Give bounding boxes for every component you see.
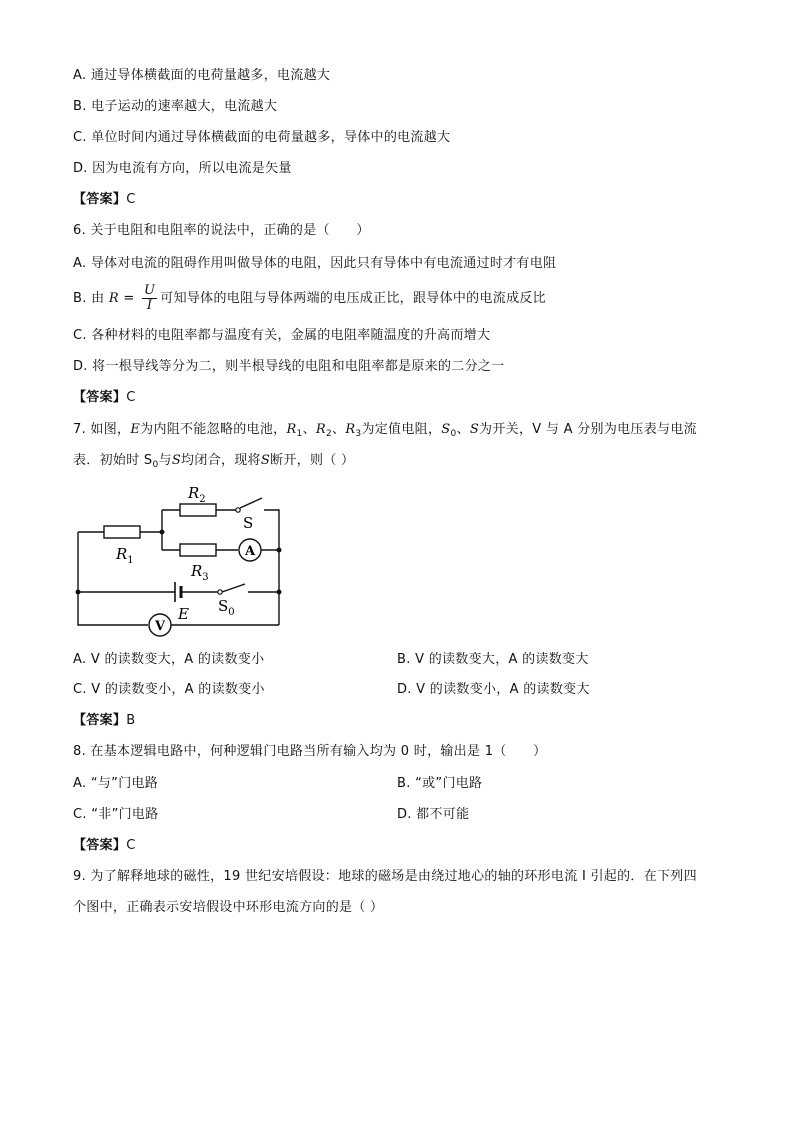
formula-fraction	[142, 284, 157, 313]
sub: 0	[152, 460, 159, 470]
q7-stem-line2	[73, 451, 354, 471]
q7-stem-line1	[73, 420, 697, 440]
circuit-diagram	[70, 480, 290, 645]
ammeter-label: A	[244, 544, 256, 559]
text: 为开关，V 与 A 分别为电压表与电流	[479, 422, 697, 437]
fraction-denominator: I	[146, 298, 153, 313]
switch-s0-contact	[218, 590, 222, 594]
switch-s-contact	[236, 508, 240, 512]
text: 为定值电阻，	[361, 422, 442, 437]
var-r3: R	[345, 422, 356, 437]
wire-switch-right	[264, 510, 279, 550]
var-s: S	[260, 453, 271, 468]
junction-dot	[160, 530, 165, 535]
q7-option-a: A. V 的读数变大，A 的读数变小	[73, 652, 265, 667]
voltmeter-label: V	[154, 619, 166, 634]
q6-option-b-prefix: B. 由	[73, 291, 105, 306]
text: 均闭合，现将	[181, 453, 261, 468]
var-r1: R	[286, 422, 297, 437]
answer-label: 【答案】	[73, 838, 127, 853]
answer-value: C	[126, 838, 136, 853]
label-s: S	[243, 514, 254, 532]
label-e: E	[178, 605, 189, 623]
answer-label: 【答案】	[73, 390, 127, 405]
answer-label: 【答案】	[73, 713, 127, 728]
q7-answer	[73, 711, 135, 731]
fraction-numerator: U	[144, 283, 156, 298]
q7-option-d: D. V 的读数变小，A 的读数变大	[397, 682, 590, 697]
answer-value: C	[126, 390, 136, 405]
junction-dot	[277, 548, 282, 553]
q6-answer	[73, 388, 136, 408]
switch-s-blade	[240, 498, 262, 508]
sub: 2	[325, 429, 333, 439]
answer-value: B	[126, 713, 136, 728]
q8-option-c: C. “非”门电路	[73, 807, 159, 822]
formula-equals: =	[123, 291, 135, 306]
resistor-r1	[104, 526, 140, 538]
text: 断开，则（ ）	[270, 453, 355, 468]
q5-option-d: D. 因为电流有方向，所以电流是矢量	[73, 161, 292, 176]
label-r2: $R_2$	[188, 484, 206, 505]
q5-option-b: B. 电子运动的速率越大，电流越大	[73, 99, 278, 114]
text: 、	[302, 422, 316, 437]
junction-dot	[76, 590, 81, 595]
sub: 0	[450, 429, 457, 439]
var-r2: R	[315, 422, 326, 437]
q6-stem: 6. 关于电阻和电阻率的说法中，正确的是（ ）	[73, 223, 370, 238]
q5-answer	[73, 190, 136, 210]
sub: 1	[296, 429, 303, 439]
label-r1: $R_1$	[116, 545, 134, 566]
q7-option-b: B. V 的读数变大，A 的读数变大	[397, 652, 589, 667]
q8-stem: 8. 在基本逻辑电路中，何种逻辑门电路当所有输入均为 0 时，输出是 1（ ）	[73, 744, 547, 759]
label-r3: $R_3$	[191, 562, 209, 583]
q9-stem-line2: 个图中，正确表示安培假设中环形电流方向的是（ ）	[73, 900, 384, 915]
text: 、	[332, 422, 346, 437]
q8-answer	[73, 836, 136, 856]
var-s0: S	[441, 422, 451, 437]
q8-option-a: A. “与”门电路	[73, 776, 159, 791]
resistor-r3	[180, 544, 216, 556]
q5-option-c: C. 单位时间内通过导体横截面的电荷量越多，导体中的电流越大	[73, 130, 451, 145]
q7-option-c: C. V 的读数变小，A 的读数变小	[73, 682, 265, 697]
formula-r: R	[108, 291, 119, 306]
q8-option-b: B. “或”门电路	[397, 776, 483, 791]
q5-option-a: A. 通过导体横截面的电荷量越多，电流越大	[73, 68, 331, 83]
text: 7. 如图，	[73, 422, 131, 437]
answer-label: 【答案】	[73, 192, 127, 207]
var-s: S	[171, 453, 182, 468]
q6-option-d: D. 将一根导线等分为二，则半根导线的电阻和电阻率都是原来的二分之一	[73, 359, 505, 374]
q6-option-c: C. 各种材料的电阻率都与温度有关，金属的电阻率随温度的升高而增大	[73, 328, 491, 343]
junction-dot	[277, 590, 282, 595]
var-s: S	[469, 422, 480, 437]
q8-option-d: D. 都不可能	[397, 807, 470, 822]
label-s0: $S_0$	[218, 597, 235, 618]
answer-value: C	[126, 192, 136, 207]
q6-option-b-suffix: 可知导体的电阻与导体两端的电压成正比，跟导体中的电流成反比	[160, 291, 546, 306]
resistor-r2	[180, 504, 216, 516]
q9-stem-line1: 9. 为了解释地球的磁性，19 世纪安培假设：地球的磁场是由绕过地心的轴的环形电流 I 引起的．在下列四	[73, 869, 697, 884]
sub: 3	[355, 429, 362, 439]
q6-option-b	[73, 282, 546, 316]
q6-option-a: A. 导体对电流的阻碍作用叫做导体的电阻，因此只有导体中有电流通过时才有电阻	[73, 256, 557, 271]
text: 与	[158, 453, 172, 468]
text: 表．初始时 S	[73, 453, 153, 468]
text: 为内阻不能忽略的电池，	[140, 422, 287, 437]
text: 、	[456, 422, 470, 437]
wire-left-bottom	[78, 532, 148, 625]
switch-s0-blade	[222, 584, 245, 592]
var-e: E	[130, 422, 141, 437]
